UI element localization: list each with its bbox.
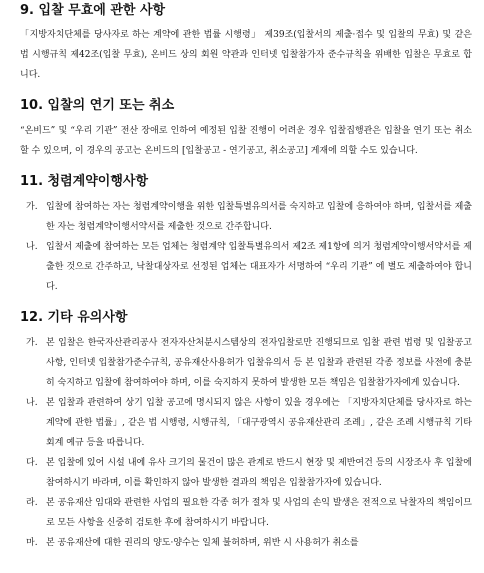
section-paragraph: 「지방자치단체를 당사자로 하는 계약에 관한 법률 시행령」 제39조(입찰서의 제출·접수 및 입찰의 무효) 및 같은 법 시행규칙 제42조(입찰 무효), 온비드 상의 회원 약관과 인터넷 입찰참가자 준수규칙을 위배한 입찰은 무효로 합니다. — [20, 30, 472, 80]
item-label: 나. — [26, 398, 38, 408]
item-text: 본 입찰은 한국자산관리공사 전자자산처분시스템상의 전자입찰로만 진행되므로 입찰 관련 법령 및 입찰공고사항, 인터넷 입찰참가준수규칙, 공유재산사용허가 입찰유의서 등 본 입찰과 관련된 각종 정보를 사전에 충분히 숙지하고 입찰에 참여하여야 하며, 이를 숙지하지 못하여 발생한 모든 책임은 입찰참가자에게 있습니다. — [46, 338, 472, 388]
section-postpone-cancel — [20, 97, 472, 161]
item-text: 본 입찰에 있어 시설 내에 유사 크기의 물건이 많은 관계로 반드시 현장 및 제반여건 등의 시장조사 후 입찰에 참여하시기 바라며, 이를 확인하지 않아 발생한 결과의 책임은 입찰참가자에 있습니다. — [46, 458, 472, 488]
item-list — [20, 333, 472, 553]
item-label: 라. — [26, 498, 38, 508]
item-text: 본 입찰과 관련하여 상기 입찰 공고에 명시되지 않은 사항이 있을 경우에는 「지방자치단체를 당사자로 하는 계약에 관한 법률」, 같은 법 시행령, 시행규칙, 「대구광역시 공유재산관리 조례」, 같은 조례 시행규칙 기타 회계 예규 등을 따릅니다. — [46, 398, 472, 448]
item-text: 입찰에 참여하는 자는 청렴계약이행을 위한 입찰특별유의서를 숙지하고 입찰에 응하여야 하며, 입찰서를 제출한 자는 청렴계약이행서약서를 제출한 것으로 간주합니다. — [46, 202, 472, 232]
item-label: 가. — [26, 338, 38, 348]
section-other-notes — [20, 309, 472, 553]
list-item — [20, 333, 472, 393]
list-item — [20, 393, 472, 453]
section-invalid-bids — [20, 0, 472, 85]
section-heading: 10. 입찰의 연기 또는 취소 — [20, 98, 175, 113]
item-text: 본 공유재산에 대한 권리의 양도·양수는 일체 불허하며, 위반 시 사용허가 취소를 — [46, 538, 359, 548]
list-item — [20, 237, 472, 297]
list-item — [20, 533, 472, 553]
item-label: 마. — [26, 538, 38, 548]
list-item — [20, 453, 472, 493]
list-item — [20, 197, 472, 237]
item-text: 입찰서 제출에 참여하는 모든 업체는 청렴계약 입찰특별유의서 제2조 제1항에 의거 청렴계약이행서약서를 제출한 것으로 간주하고, 낙찰대상자로 선정된 업체는 대표자가 서명하여 “우리 기관” 에 별도 제출하여야 합니다. — [46, 242, 472, 292]
item-label: 가. — [26, 202, 38, 212]
item-label: 다. — [26, 458, 38, 468]
section-integrity-contract — [20, 173, 472, 297]
list-item — [20, 493, 472, 533]
section-heading: 12. 기타 유의사항 — [20, 310, 128, 325]
item-label: 나. — [26, 242, 38, 252]
item-list — [20, 197, 472, 297]
section-heading: 9. 입찰 무효에 관한 사항 — [20, 3, 166, 18]
section-paragraph: “온비드” 및 “우리 기관” 전산 장애로 인하여 예정된 입찰 진행이 어려운 경우 입찰집행관은 입찰을 연기 또는 취소할 수 있으며, 이 경우의 공고는 온비드의 [입찰공고 - 연기공고, 취소공고] 게재에 의할 수도 있습니다. — [20, 126, 472, 156]
item-text: 본 공유재산 임대와 관련한 사업의 필요한 각종 허가 절차 및 사업의 손익 발생은 전적으로 낙찰자의 책임이므로 모든 사항을 신중히 검토한 후에 참여하시기 바랍니다. — [46, 498, 472, 528]
section-heading: 11. 청렴계약이행사항 — [20, 174, 149, 189]
